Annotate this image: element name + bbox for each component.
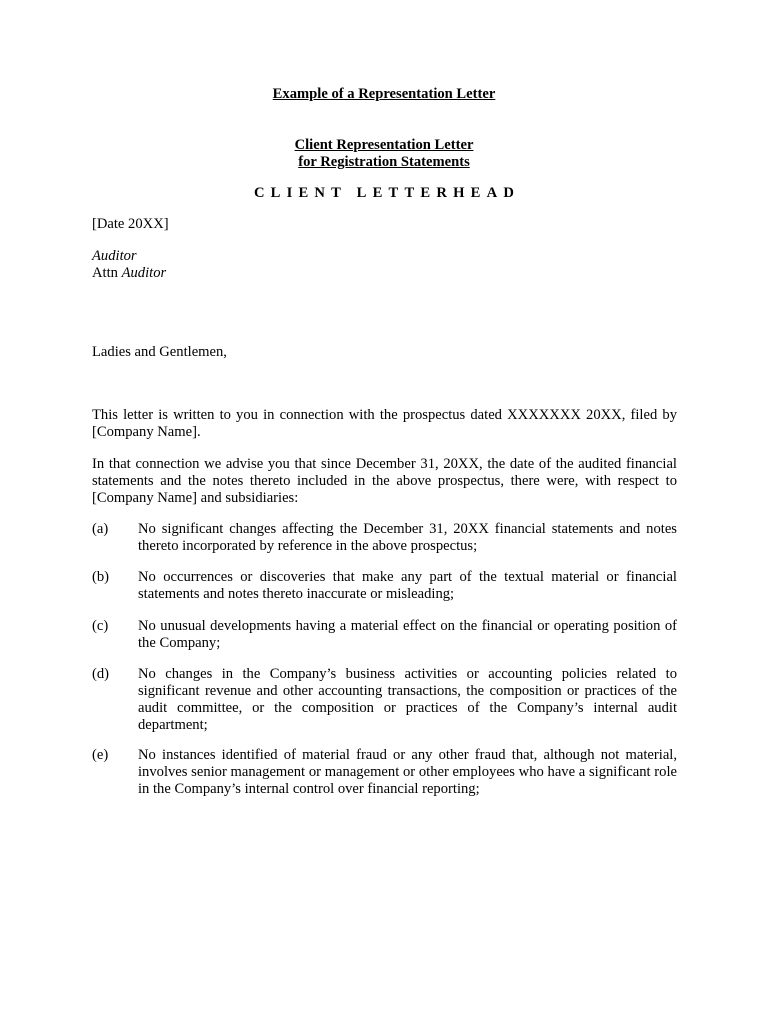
list-item-label: (b) xyxy=(92,569,110,585)
list-item-label: (a) xyxy=(92,521,109,537)
letter-date: [Date 20XX] xyxy=(92,216,169,232)
attention-name: Auditor xyxy=(121,265,167,281)
salutation: Ladies and Gentlemen, xyxy=(92,344,227,360)
list-item: No occurrences or discoveries that make any part of the textual material or financial statements and notes thereto inaccurate or misleading; xyxy=(138,569,677,602)
list-item-label: (e) xyxy=(92,747,109,763)
list-item: No unusual developments having a material effect on the financial or operating position of the Company; xyxy=(138,618,677,651)
list-item: No instances identified of material fraud or any other fraud that, although not material, involves senior management or management or other employees who have a significant role in the Company’s internal control over financial reporting; xyxy=(138,747,677,797)
list-item: No changes in the Company’s business activities or accounting policies related to significant revenue and other accounting transactions, the composition or practices of the audit committee, or the composition or practices of the Company’s internal audit department; xyxy=(138,666,677,733)
list-item-label: (d) xyxy=(92,666,110,682)
attention-line xyxy=(92,265,677,282)
document-title: Example of a Representation Letter xyxy=(272,86,496,102)
recipient-name: Auditor xyxy=(92,248,137,264)
subtitle-line-1: Client Representation Letter xyxy=(294,137,474,153)
list-item: No significant changes affecting the December 31, 20XX financial statements and notes thereto incorporated by reference in the above prospectus; xyxy=(138,521,677,554)
paragraph-connection: In that connection we advise you that since December 31, 20XX, the date of the audited financial statements and the notes thereto included in the above prospectus, there were, with respect to [Company Name] and subsidiaries: xyxy=(92,456,677,506)
list-item-label: (c) xyxy=(92,618,109,634)
paragraph-intro: This letter is written to you in connection with the prospectus dated XXXXXXX 20XX, filed by [Company Name]. xyxy=(92,407,677,440)
client-letterhead: CLIENT LETTERHEAD xyxy=(253,185,521,201)
attention-prefix: Attn xyxy=(92,265,122,281)
subtitle-line-2: for Registration Statements xyxy=(298,154,470,170)
